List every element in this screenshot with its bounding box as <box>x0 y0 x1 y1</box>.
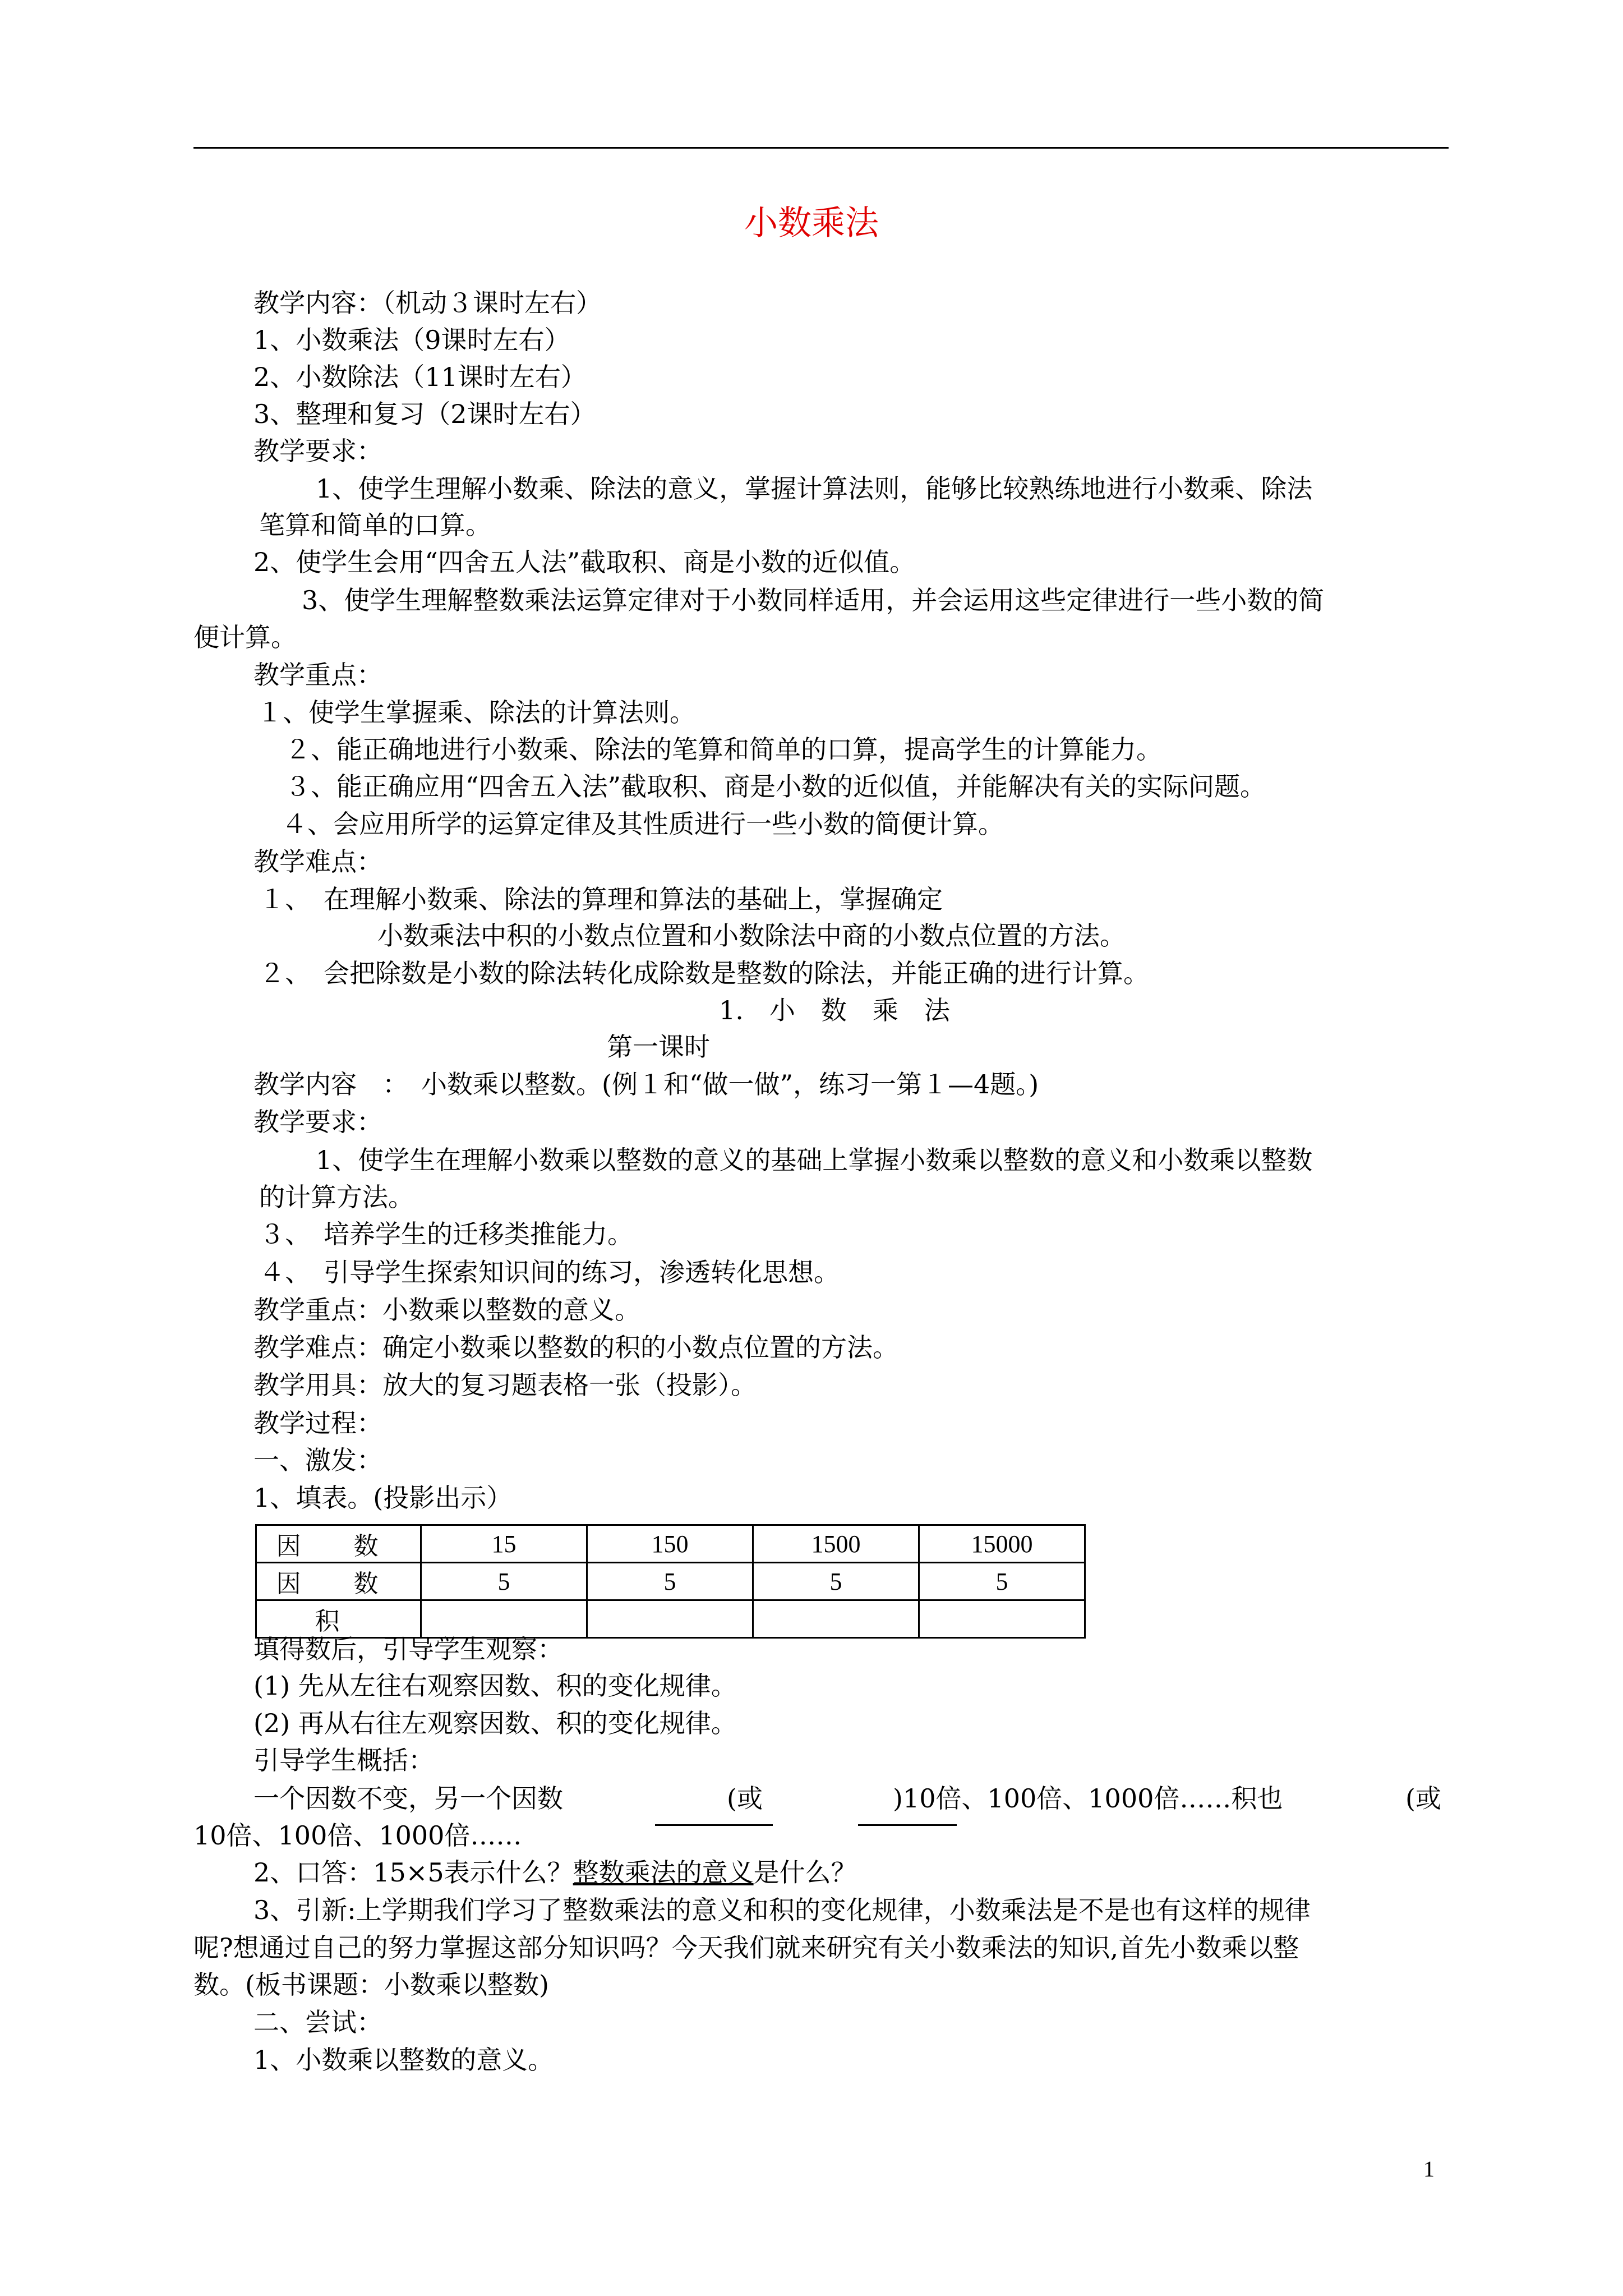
text-span: 是什么？ <box>753 1857 857 1888</box>
text-line: 教学重点： <box>253 660 382 690</box>
text-line: 教学重点：小数乘以整数的意义。 <box>253 1295 640 1325</box>
text-line: 填得数后，引导学生观察： <box>253 1634 563 1664</box>
text-line: 教学内容：（机动３课时左右） <box>253 288 602 318</box>
table-cell: 5 <box>421 1563 587 1600</box>
table-cell: 1500 <box>753 1525 919 1563</box>
lesson-heading: 第一课时 <box>607 1032 710 1062</box>
table-row <box>256 1525 1085 1563</box>
table-cell: 5 <box>753 1563 919 1600</box>
text-line: 10倍、100倍、1000倍…… <box>193 1820 522 1851</box>
text-line: １、使学生掌握乘、除法的计算法则。 <box>257 697 695 728</box>
text-line: 教学难点：确定小数乘以整数的积的小数点位置的方法。 <box>253 1332 898 1363</box>
text-line: (或 <box>727 1783 763 1814</box>
text-line: ２、能正确地进行小数乘、除法的笔算和简单的口算，提高学生的计算能力。 <box>285 734 1162 765</box>
text-line: 一、激发： <box>253 1445 382 1475</box>
text-line: 2、小数除法（11课时左右） <box>253 362 587 392</box>
text-line: 教学用具：放大的复习题表格一张（投影）。 <box>253 1370 757 1400</box>
row-header: 因 数 <box>256 1563 421 1600</box>
text-line: 呢?想通过自己的努力掌握这部分知识吗？今天我们就来研究有关小数乘法的知识,首先小数乘以整 <box>193 1932 1299 1963</box>
text-line: 教学过程： <box>253 1408 382 1438</box>
table-cell: 150 <box>587 1525 753 1563</box>
text-line: ４、 引导学生探索知识间的练习，渗透转化思想。 <box>259 1257 840 1287</box>
text-line: (或 <box>1405 1783 1441 1814</box>
header-rule <box>193 147 1449 149</box>
text-line <box>253 1857 857 1888</box>
text-line: ２、 会把除数是小数的除法转化成除数是整数的除法，并能正确的进行计算。 <box>259 958 1149 988</box>
text-line: 3、使学生理解整数乘法运算定律对于小数同样适用，并会运用这些定律进行一些小数的简 <box>302 585 1325 615</box>
table-cell <box>753 1600 919 1638</box>
table-cell: 5 <box>587 1563 753 1600</box>
table-cell <box>421 1600 587 1638</box>
row-header: 积 <box>256 1600 421 1638</box>
page-number: 1 <box>1423 2156 1435 2182</box>
text-line: 笔算和简单的口算。 <box>259 510 491 540</box>
text-line: 1、使学生在理解小数乘以整数的意义的基础上掌握小数乘以整数的意义和小数乘以整数 <box>316 1145 1313 1175</box>
text-line: (1) 先从左往右观察因数、积的变化规律。 <box>253 1671 737 1701</box>
section-heading: 1. 小 数 乘 法 <box>719 995 950 1025</box>
text-line: ３、能正确应用“四舍五入法”截取积、商是小数的近似值，并能解决有关的实际问题。 <box>285 771 1266 802</box>
text-line: 教学难点： <box>253 846 382 877</box>
text-line: 3、引新:上学期我们学习了整数乘法的意义和积的变化规律，小数乘法是不是也有这样的规律 <box>253 1895 1311 1925</box>
text-line: 的计算方法。 <box>259 1182 414 1212</box>
text-line: 教学内容 ： 小数乘以整数。(例１和“做一做”，练习一第１—4题。) <box>253 1069 1039 1099</box>
text-line: 3、整理和复习（2课时左右） <box>253 399 596 429</box>
table-cell <box>587 1600 753 1638</box>
text-line: 便计算。 <box>193 622 297 652</box>
text-line: 1、小数乘法（9课时左右） <box>253 325 570 355</box>
text-line: 一个因数不变，另一个因数 <box>253 1783 563 1814</box>
text-line: １、 在理解小数乘、除法的算理和算法的基础上，掌握确定 <box>259 884 943 914</box>
fill-blank <box>655 1824 773 1826</box>
table-row <box>256 1563 1085 1600</box>
fill-blank <box>858 1824 957 1826</box>
table-row <box>256 1600 1085 1638</box>
text-line: (2) 再从右往左观察因数、积的变化规律。 <box>253 1708 737 1738</box>
text-line: 1、填表。(投影出示） <box>253 1483 513 1513</box>
document-title: 小数乘法 <box>744 204 879 243</box>
underlined-text: 整数乘法的意义 <box>573 1857 754 1888</box>
text-span: 2、口答：15×5表示什么？ <box>253 1857 573 1888</box>
text-line: 数。(板书课题：小数乘以整数) <box>193 1970 549 2000</box>
text-line: 教学要求： <box>253 1107 382 1137</box>
text-line: 引导学生概括： <box>253 1745 434 1775</box>
text-line: 2、使学生会用“四舍五人法”截取积、商是小数的近似值。 <box>253 547 916 577</box>
row-header: 因 数 <box>256 1525 421 1563</box>
fill-in-table <box>255 1524 1086 1639</box>
text-line: ４、会应用所学的运算定律及其性质进行一些小数的简便计算。 <box>282 809 1004 839</box>
table-cell: 5 <box>919 1563 1085 1600</box>
text-line: )10倍、100倍、1000倍……积也 <box>893 1783 1283 1814</box>
text-line: ３、 培养学生的迁移类推能力。 <box>259 1219 633 1249</box>
table-cell: 15000 <box>919 1525 1085 1563</box>
text-line: 教学要求： <box>253 436 382 466</box>
text-line: 小数乘法中积的小数点位置和小数除法中商的小数点位置的方法。 <box>377 921 1126 951</box>
table-cell: 15 <box>421 1525 587 1563</box>
text-line: 1、小数乘以整数的意义。 <box>253 2045 554 2075</box>
text-line: 二、尝试： <box>253 2007 382 2037</box>
text-line: 1、使学生理解小数乘、除法的意义，掌握计算法则，能够比较熟练地进行小数乘、除法 <box>316 473 1313 504</box>
table-cell <box>919 1600 1085 1638</box>
